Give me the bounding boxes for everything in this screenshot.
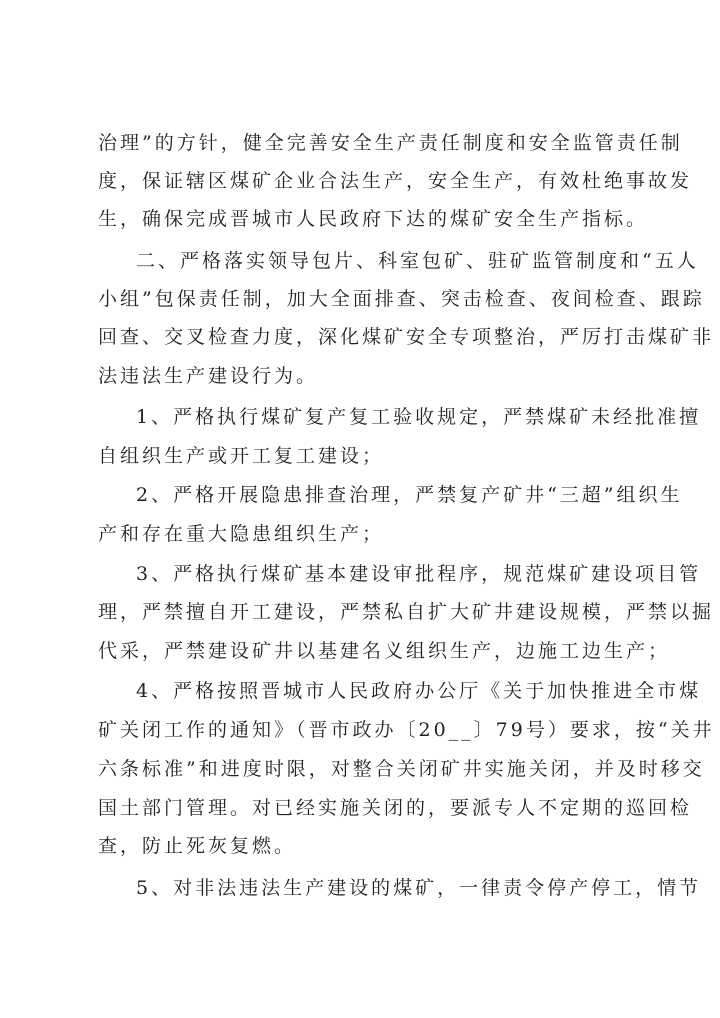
text-line: 查，防止死灰复燃。 (98, 835, 297, 857)
text-line: 治理”的方针，健全完善安全生产责任制度和安全监管责任制 (98, 132, 683, 154)
text-line: 产和存在重大隐患组织生产； (98, 523, 385, 545)
paragraph-start-line: 二、严格落实领导包片、科室包矿、驻矿监管制度和“五人 (136, 250, 699, 272)
paragraph-start-line: 1、严格执行煤矿复产复工验收规定，严禁煤矿未经批准擅 (136, 406, 702, 428)
text-line: 小组”包保责任制，加大全面排查、突击检查、夜间检查、跟踪 (98, 288, 705, 310)
paragraph-start-line: 4、严格按照晋城市人民政府办公厅《关于加快推进全市煤 (136, 680, 702, 702)
paragraph-start-line: 3、严格执行煤矿基本建设审批程序，规范煤矿建设项目管 (136, 563, 702, 585)
text-line: 国土部门管理。对已经实施关闭的，要派专人不定期的巡回检 (98, 797, 693, 819)
text-line: 生，确保完成晋城市人民政府下达的煤矿安全生产指标。 (98, 208, 649, 230)
text-line: 度，保证辖区煤矿企业合法生产，安全生产，有效杜绝事故发 (98, 170, 693, 192)
text-line: 理，严禁擅自开工建设，严禁私自扩大矿井建设规模，严禁以掘 (98, 601, 715, 623)
text-line: 矿关闭工作的通知》（晋市政办〔20__〕79号）要求，按“关井 (98, 719, 715, 741)
paragraph-start-line: 5、对非法违法生产建设的煤矿，一律责令停产停工，情节 (136, 877, 702, 899)
text-line: 六条标准”和进度时限，对整合关闭矿井实施关闭，并及时移交 (98, 758, 705, 780)
text-line: 代采，严禁建设矿井以基建名义组织生产，边施工边生产； (98, 640, 671, 662)
text-line: 自组织生产或开工复工建设； (98, 445, 385, 467)
text-line: 法违法生产建设行为。 (98, 365, 319, 387)
paragraph-start-line: 2、严格开展隐患排查治理，严禁复产矿井“三超”组织生 (136, 484, 683, 506)
text-line: 回查、交叉检查力度，深化煤矿安全专项整治，严厉打击煤矿非 (98, 326, 715, 348)
